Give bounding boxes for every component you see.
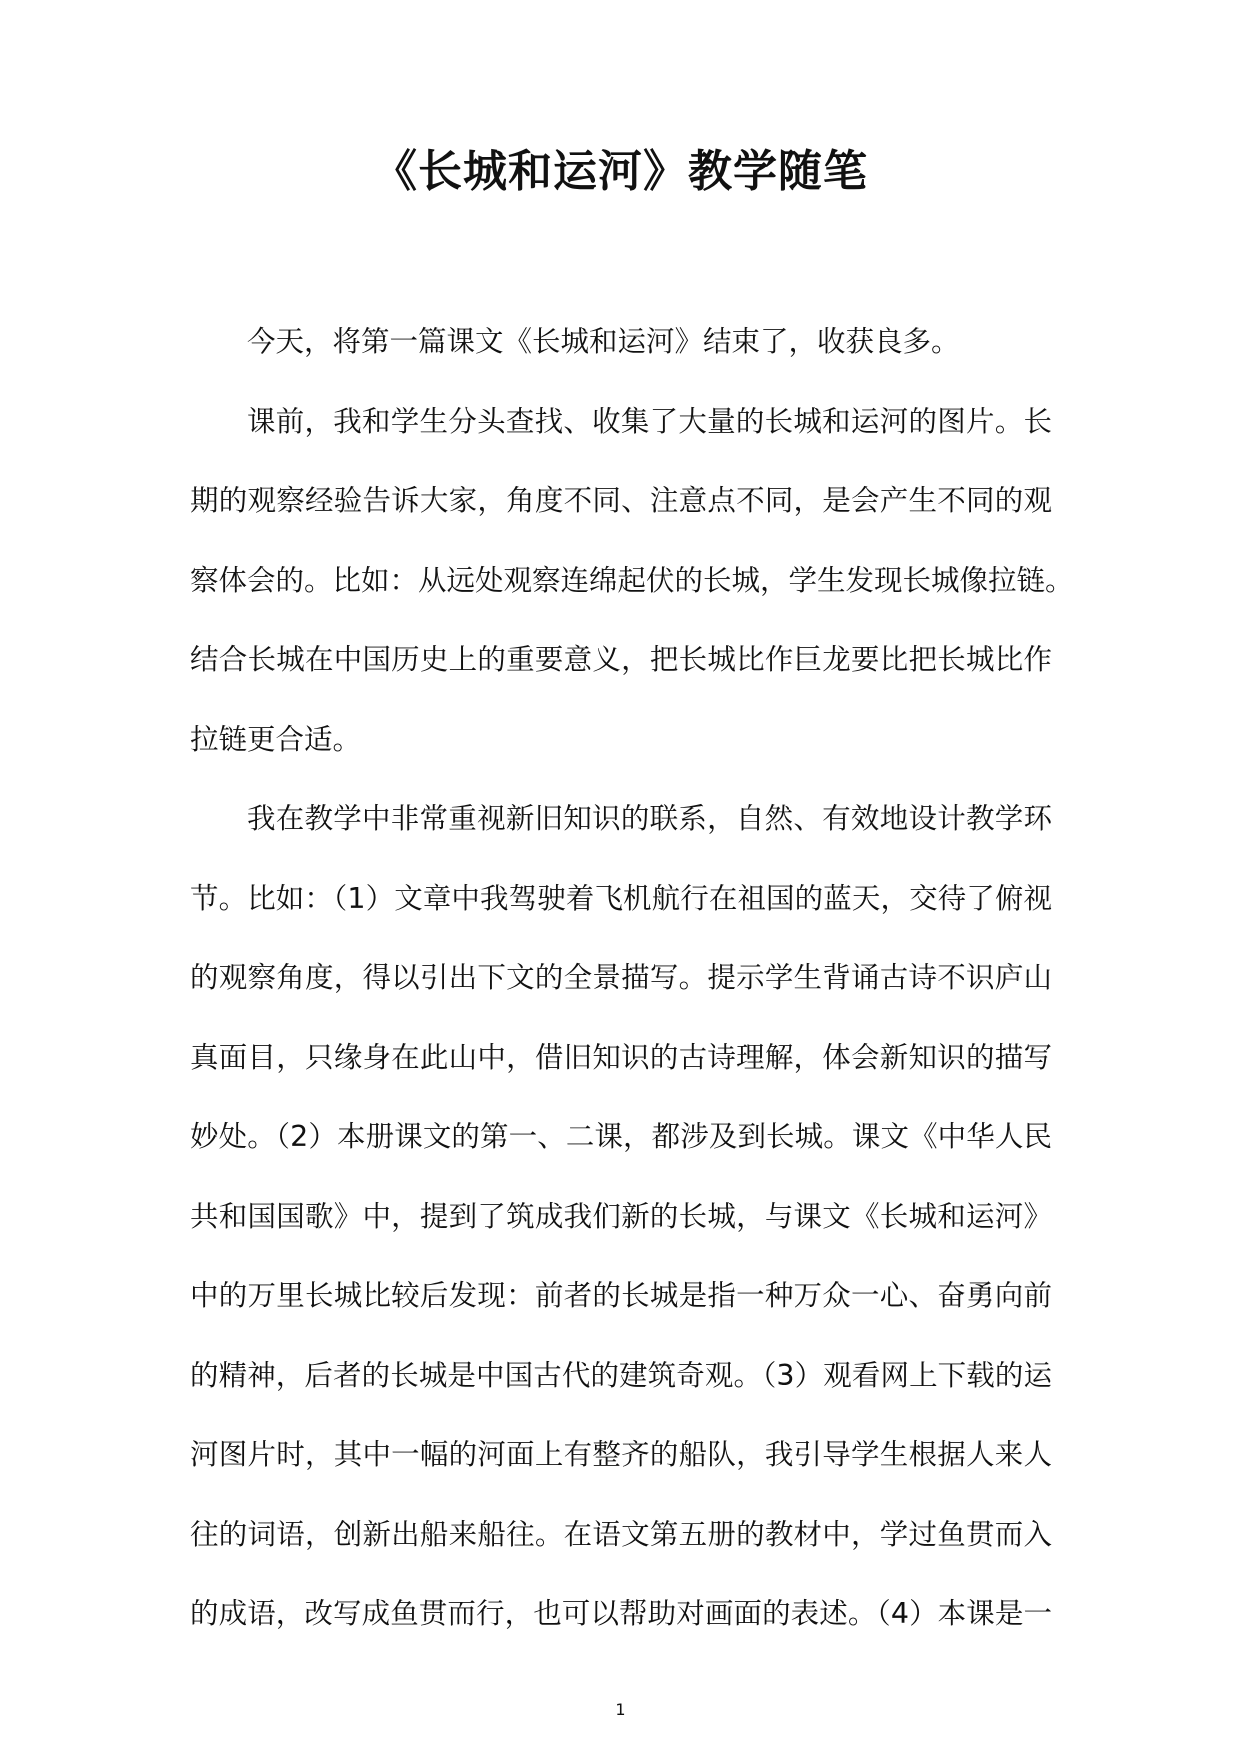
text-line: 妙处。（2）本册课文的第一、二课，都涉及到长城。课文《中华人民 xyxy=(190,1120,1052,1153)
text-line: 节。比如：（1）文章中我驾驶着飞机航行在祖国的蓝天，交待了俯视 xyxy=(190,881,1052,915)
text-line: 结合长城在中国历史上的重要意义，把长城比作巨龙要比把长城比作 xyxy=(190,643,1052,676)
text-line: 期的观察经验告诉大家，角度不同、注意点不同，是会产生不同的观 xyxy=(190,484,1052,517)
text-line: 中的万里长城比较后发现：前者的长城是指一种万众一心、奋勇向前 xyxy=(190,1279,1052,1312)
text-line: 河图片时，其中一幅的河面上有整齐的船队，我引导学生根据人来人 xyxy=(190,1438,1052,1471)
text-line: 的成语，改写成鱼贯而行，也可以帮助对画面的表述。（4）本课是一 xyxy=(190,1597,1052,1630)
text-line: 的观察角度，得以引出下文的全景描写。提示学生背诵古诗不识庐山 xyxy=(190,961,1052,994)
text-line: 察体会的。比如：从远处观察连绵起伏的长城，学生发现长城像拉链。 xyxy=(190,563,1074,597)
text-line: 的精神，后者的长城是中国古代的建筑奇观。（3）观看网上下载的运 xyxy=(190,1358,1052,1392)
text-line: 往的词语，创新出船来船往。在语文第五册的教材中，学过鱼贯而入 xyxy=(190,1517,1052,1551)
text-line: 拉链更合适。 xyxy=(190,722,362,756)
text-line: 课前，我和学生分头查找、收集了大量的长城和运河的图片。长 xyxy=(247,404,1052,438)
text-line: 共和国国歌》中，提到了筑成我们新的长城，与课文《长城和运河》 xyxy=(190,1199,1052,1233)
document-title: 《长城和运河》教学随笔 xyxy=(373,146,868,197)
text-line: 我在教学中非常重视新旧知识的联系，自然、有效地设计教学环 xyxy=(247,802,1052,835)
text-line: 真面目，只缘身在此山中，借旧知识的古诗理解，体会新知识的描写 xyxy=(190,1040,1052,1074)
document-body xyxy=(190,302,1074,1654)
page-number: 1 xyxy=(615,1700,626,1719)
text-line: 今天，将第一篇课文《长城和运河》结束了，收获良多。 xyxy=(247,325,960,358)
